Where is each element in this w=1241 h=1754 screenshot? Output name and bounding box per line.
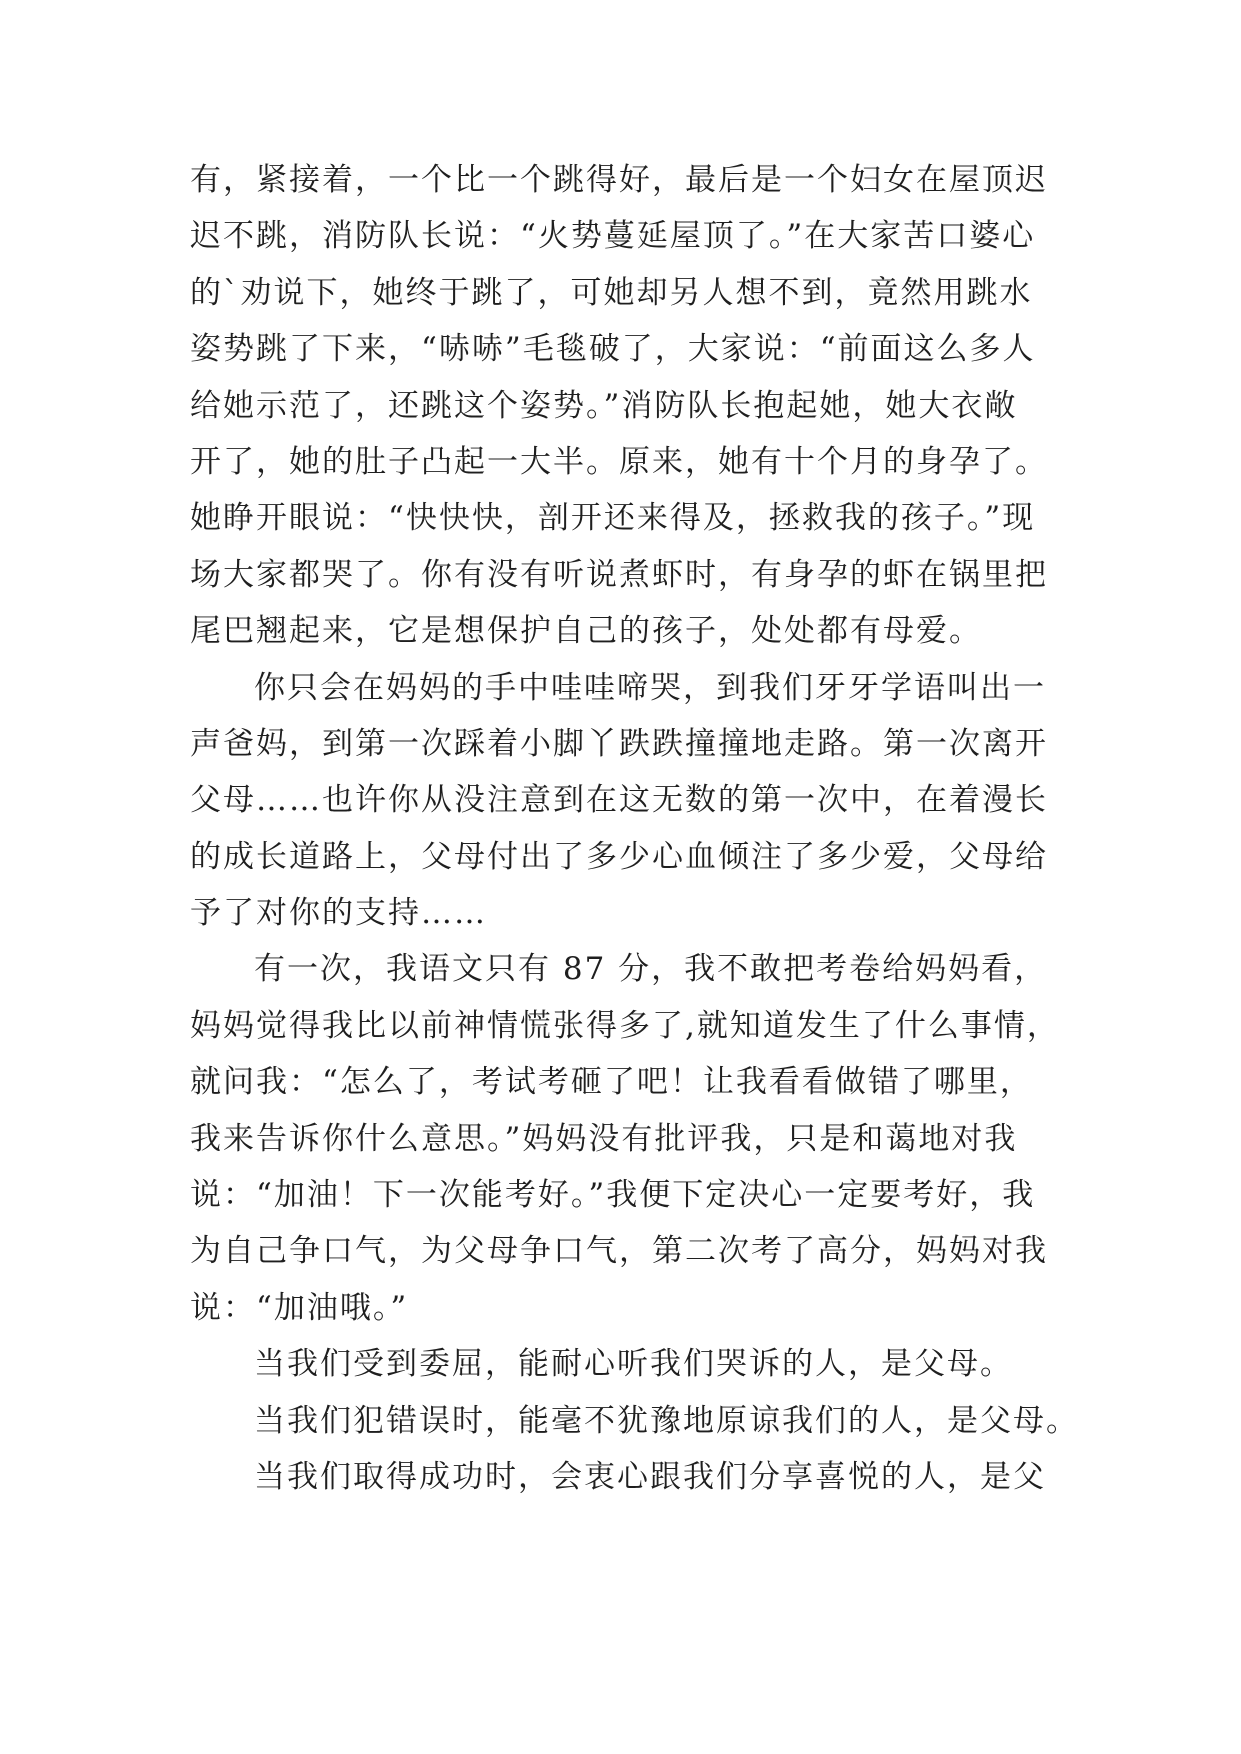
text-line: 为自己争口气，为父母争口气，第二次考了高分，妈妈对我 [190,1233,1048,1270]
text-line: 予了对你的支持…… [190,895,487,932]
paragraph-5 [190,1393,1079,1449]
text-line: 场大家都哭了。你有没有听说煮虾时，有身孕的虾在锅里把 [190,556,1048,593]
text-line: 有一次，我语文只有 87 分，我不敢把考卷给妈妈看， [254,951,1048,988]
text-line: 她睁开眼说：“快快快，剖开还来得及，拯救我的孩子。”现 [190,500,1036,537]
paragraph-2 [190,660,1070,942]
text-line: 的成长道路上，父母付出了多少心血倾注了多少爱，父母给 [190,838,1048,875]
text-line: 就问我：“怎么了，考试考砸了吧！让我看看做错了哪里， [190,1064,1033,1101]
text-line: 姿势跳了下来，“哧哧”毛毯破了，大家说：“前面这么多人 [190,331,1036,368]
text-line: 迟不跳，消防队长说：“火势蔓延屋顶了。”在大家苦口婆心 [190,218,1036,255]
paragraph-4 [190,1336,1070,1392]
text-line: 给她示范了，还跳这个姿势。”消防队长抱起她，她大衣敞 [190,387,1018,424]
document-body [190,152,1079,1505]
text-line: 我来告诉你什么意思。”妈妈没有批评我，只是和蔼地对我 [190,1120,1018,1157]
paragraph-1 [190,152,1070,660]
text-line: 你只会在妈妈的手中哇哇啼哭，到我们牙牙学语叫出一 [254,669,1046,706]
text-line: 当我们犯错误时，能毫不犹豫地原谅我们的人，是父母。 [254,1402,1079,1439]
text-line: 开了，她的肚子凸起一大半。原来，她有十个月的身孕了。 [190,443,1048,480]
paragraph-6 [190,1449,1070,1505]
text-line: 当我们取得成功时，会衷心跟我们分享喜悦的人，是父 [254,1458,1046,1495]
text-line: 父母……也许你从没注意到在这无数的第一次中，在着漫长 [190,782,1048,819]
text-line: 说：“加油！下一次能考好。”我便下定决心一定要考好，我 [190,1177,1036,1214]
text-line: 妈妈觉得我比以前神情慌张得多了,就知道发生了什么事情， [190,1007,1060,1044]
text-line: 声爸妈，到第一次踩着小脚丫跌跌撞撞地走路。第一次离开 [190,725,1048,762]
text-line: 有，紧接着，一个比一个跳得好，最后是一个妇女在屋顶迟 [190,162,1048,198]
text-line: 尾巴翘起来，它是想保护自己的孩子，处处都有母爱。 [190,613,982,650]
text-line: 的`劝说下，她终于跳了，可她却另人想不到，竟然用跳水 [190,274,1033,311]
text-line: 当我们受到委屈，能耐心听我们哭诉的人，是父母。 [254,1346,1013,1383]
text-line: 说：“加油哦。” [190,1289,409,1326]
paragraph-3 [190,941,1070,1336]
